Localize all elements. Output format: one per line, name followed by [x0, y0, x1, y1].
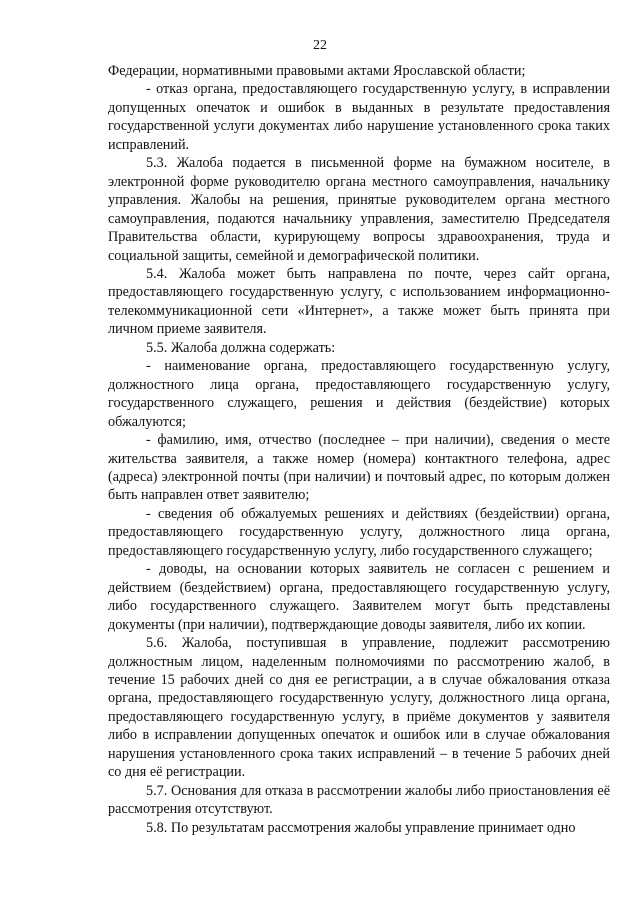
paragraph-federation-acts: Федерации, нормативными правовыми актами Ярославской области; [108, 63, 526, 79]
page-number: 22 [313, 38, 327, 53]
list-item-authority-name: - наименование органа, предоставляющего государственную услугу, должностного лица органа, предоставляющего государственную услугу, государственного служащего, решения и действия (бездействие) которых обжалуются; [108, 358, 610, 430]
list-item-appealed-decisions: - сведения об обжалуемых решениях и действиях (бездействии) органа, предоставляющего государственную услугу, должностного лица органа, предоставляющего государственную услугу, либо государственного служащего; [108, 505, 610, 559]
list-item-applicant-details: - фамилию, имя, отчество (последнее – при наличии), сведения о месте жительства заявителя, а также номер (номера) контактного телефона, адрес (адреса) электронной почты (при наличии) и почтовый адрес, по которым должен быть направлен ответ заявителю; [108, 432, 610, 504]
paragraph-5-4: 5.4. Жалоба может быть направлена по почте, через сайт органа, предоставляющего государственную услугу, с использованием информационно-телекоммуникационной сети «Интернет», а также может быть принята при личном приеме заявителя. [108, 265, 610, 338]
document-body [108, 62, 610, 837]
paragraph-5-8: 5.8. По результатам рассмотрения жалобы управление принимает одно [146, 819, 576, 836]
paragraph-5-6: 5.6. Жалоба, поступившая в управление, подлежит рассмотрению должностным лицом, наделенным полномочиями по рассмотрению жалоб, в течение 15 рабочих дней со дня ее регистрации, а в случае обжалования отказа органа, предоставляющего государственную услугу, должностного лица органа, предоставляющего государственную услугу, в приёме документов у заявителя либо в исправлении допущенных опечаток и ошибок или в случае обжалования нарушения установленного срока таких исправлений – в течение 5 рабочих дней со дня её регистрации. [108, 635, 610, 781]
paragraph-5-3: 5.3. Жалоба подается в письменной форме на бумажном носителе, в электронной форме руководителю органа местного самоуправления, начальнику управления. Жалобы на решения, принятые руководителем органа местного самоуправления, подаются начальнику управления, заместителю Председателя Правительства области, курирующему вопросы здравоохранения, труда и социальной защиты, семейной и демографической политики. [108, 155, 610, 264]
list-item-arguments: - доводы, на основании которых заявитель не согласен с решением и действием (бездействием) органа, предоставляющего государственную услугу, либо государственного служащего. Заявителем могут быть представлены документы (при наличии), подтверждающие доводы заявителя, либо их копии. [108, 561, 610, 633]
paragraph-5-7: 5.7. Основания для отказа в рассмотрении жалобы либо приостановления её рассмотрения отсутствуют. [108, 782, 610, 818]
paragraph-refusal-corrections: - отказ органа, предоставляющего государственную услугу, в исправлении допущенных опечаток и ошибок в выданных в результате предоставления государственной услуги документах либо нарушение установленного срока таких исправлений. [108, 81, 610, 153]
paragraph-5-5: 5.5. Жалоба должна содержать: [146, 339, 336, 356]
